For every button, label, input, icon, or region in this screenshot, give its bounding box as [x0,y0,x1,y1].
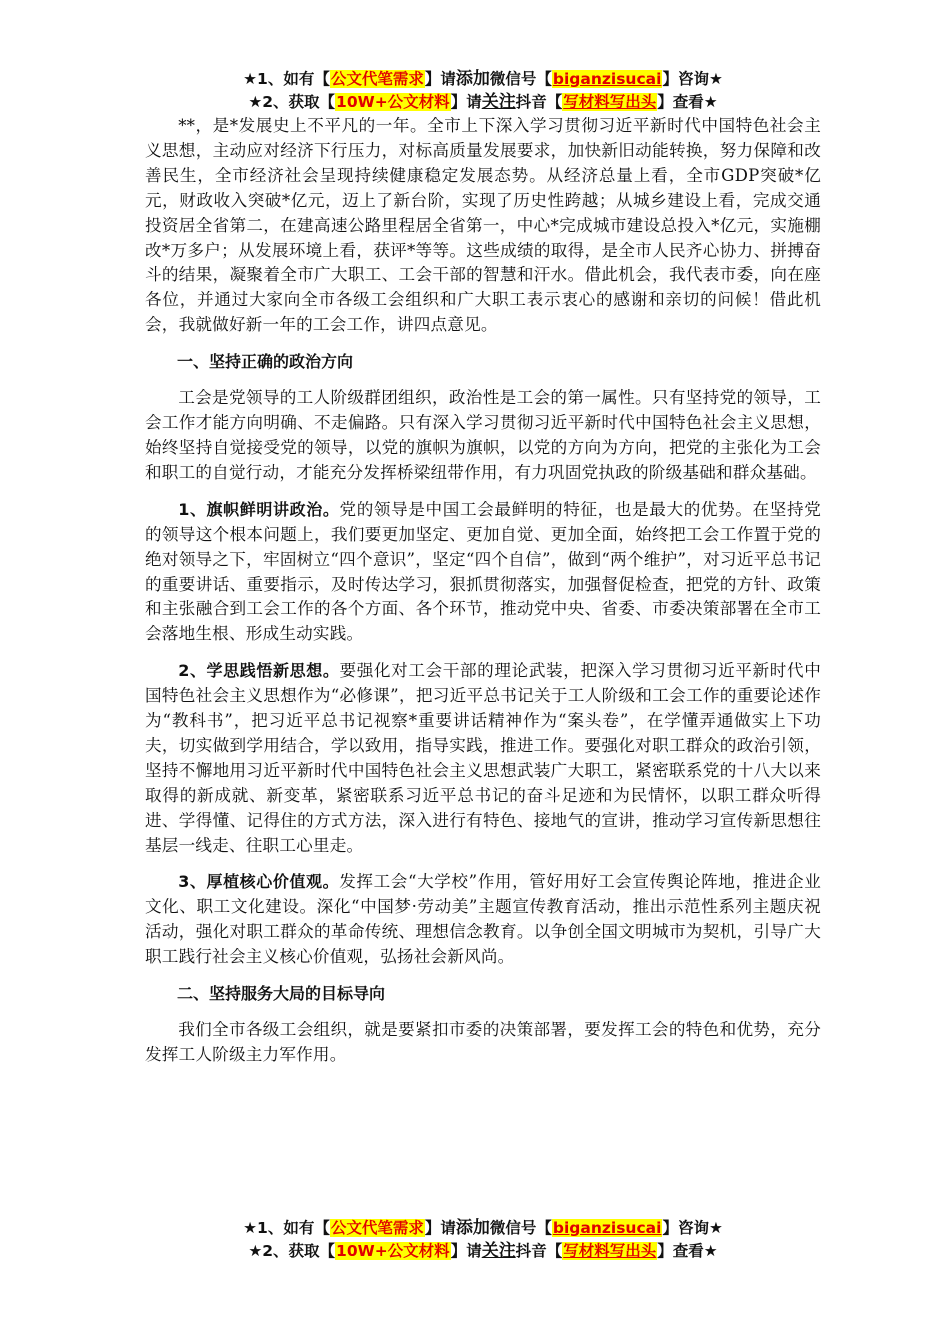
promo-line-2: ★2、获取【10W+公文材料】请关注抖音【写材料写出头】查看★ [248,92,718,112]
item-3-paragraph: 3、厚植核心价值观。发挥工会“大学校”作用，管好用好工会宣传舆论阵地，推进企业文化、职工文化建设。深化“中国梦·劳动美”主题宣传教育活动，推出示范性系列主题庆祝活动，强化对职工群众的革命传统、理想信念教育。以争创全国文明城市为契机，引导广大职工践行社会主义核心价值观，弘扬社会新风尚。 [145,872,822,967]
promo-line-2: ★2、获取【10W+公文材料】请关注抖音【写材料写出头】查看★ [248,1241,718,1261]
item-1-lead: 1、旗帜鲜明讲政治。 [178,499,340,519]
intro-paragraph: **，是*发展史上不平凡的一年。全市上下深入学习贯彻习近平新时代中国特色社会主义思想，主动应对经济下行压力，对标高质量发展要求，加快新旧动能转换，努力保障和改善民生，全市经济社会呈现持续健康稳定发展态势。从经济总量上看，全市GDP突破*亿元，财政收入突破*亿元，迈上了新台阶，实现了历史性跨越；从城乡建设上看，完成交通投资居全省第二，在建高速公路里程居全省第一，中心*完成城市建设总投入*亿元，实施棚改*万多户；从发展环境上看，获评*等等。这些成绩的取得，是全市人民齐心协力、拼搏奋斗的结果，凝聚着全市广大职工、工会干部的智慧和汗水。借此机会，我代表市委，向在座各位，并通过大家向全市各级工会组织和广大职工表示衷心的感谢和亲切的问候！借此机会，我就做好新一年的工会工作，讲四点意见。 [145,116,821,335]
promo-highlight: 10W+公文材料 [336,1242,450,1260]
promo-line-1: ★1、如有【公文代笔需求】请添加微信号【biganzisucai】咨询★ [243,69,723,89]
wechat-id: biganzisucai [552,1219,662,1237]
section-1-paragraph: 工会是党领导的工人阶级群团组织，政治性是工会的第一属性。只有坚持党的领导，工会工作才能方向明确、不走偏路。只有深入学习贯彻习近平新时代中国特色社会主义思想，始终坚持自觉接受党的领导，以党的旗帜为旗帜，以党的方向为方向，把党的主张化为工会和职工的自觉行动，才能充分发挥桥梁纽带作用，有力巩固党执政的阶级基础和群众基础。 [145,388,821,482]
item-1-paragraph: 1、旗帜鲜明讲政治。党的领导是中国工会最鲜明的特征，也是最大的优势。在坚持党的领导这个根本问题上，我们要更加坚定、更加自觉、更加全面，始终把工会工作置于党的绝对领导之下，牢固树立“四个意识”，坚定“四个自信”，做到“两个维护”，对习近平总书记的重要讲话、重要指示，及时传达学习，狠抓贯彻落实，加强督促检查，把党的方针、政策和主张融合到工会工作的各个方面、各个环节，推动党中央、省委、市委决策部署在全市工会落地生根、形成生动实践。 [145,499,821,644]
promo-banner-top [145,68,821,114]
item-2-lead: 2、学思践悟新思想。 [178,661,340,681]
promo-highlight: 10W+公文材料 [336,93,450,111]
section-heading-2: 二、坚持服务大局的目标导向 [177,984,386,1004]
promo-highlight: 公文代笔需求 [330,1219,424,1237]
douyin-account: 写材料写出头 [563,1242,657,1260]
promo-banner-bottom [145,1217,821,1263]
promo-line-1: ★1、如有【公文代笔需求】请添加微信号【biganzisucai】咨询★ [243,1218,723,1238]
section-heading-1: 一、坚持正确的政治方向 [177,352,354,372]
promo-highlight: 公文代笔需求 [330,70,424,88]
wechat-id: biganzisucai [552,70,662,88]
item-2-paragraph: 2、学思践悟新思想。要强化对工会干部的理论武装，把深入学习贯彻习近平新时代中国特色社会主义思想作为“必修课”，把习近平总书记关于工人阶级和工会工作的重要论述作为“教科书”，把习近平总书记视察*重要讲话精神作为“案头卷”，在学懂弄通做实上下功夫，切实做到学用结合，学以致用，指导实践，推进工作。要强化对职工群众的政治引领，坚持不懈地用习近平新时代中国特色社会主义思想武装广大职工，紧密联系党的十八大以来取得的新成就、新变革，紧密联系习近平总书记的奋斗足迹和为民情怀，以职工群众听得进、学得懂、记得住的方式方法，深入进行有特色、接地气的宣讲，推动学习宣传新思想往基层一线走、往职工心里走。 [145,661,821,855]
douyin-account: 写材料写出头 [563,93,657,111]
document-page [145,68,821,1080]
item-3-lead: 3、厚植核心价值观。 [178,872,340,892]
section-2-paragraph: 我们全市各级工会组织，就是要紧扣市委的决策部署，要发挥工会的特色和优势，充分发挥工人阶级主力军作用。 [145,1020,821,1064]
